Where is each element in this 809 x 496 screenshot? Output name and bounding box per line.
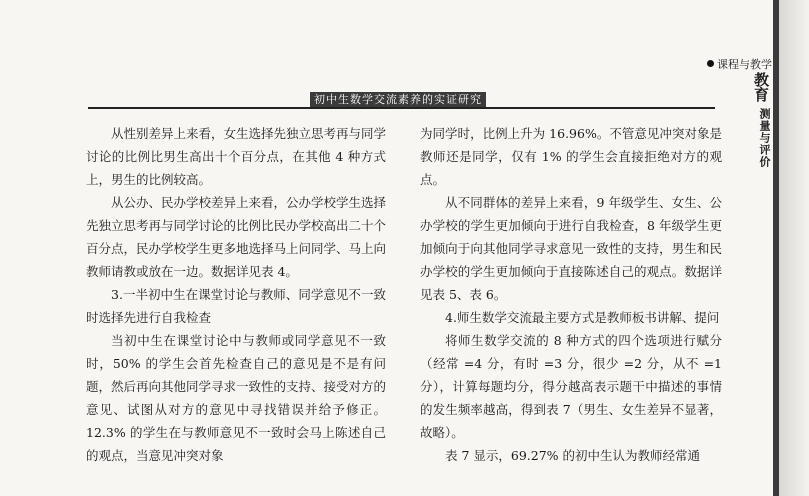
right-column — [420, 122, 722, 467]
section-heading: 4.师生数学交流最主要方式是教师板书讲解、提问 — [445, 310, 720, 325]
paragraph: 从不同群体的差异上来看，9 年级学生、女生、公办学校的学生更加倾向于进行自我检查，8 年级学生更加倾向于向其他同学寻求意见一致性的支持，男生和民办学校的学生更加倾向于直接陈述自己的观点。数据详见表 5、表 6。 — [420, 195, 722, 302]
header-rule — [88, 107, 715, 109]
section-heading: 3.一半初中生在课堂讨论与教师、同学意见不一致时选择先进行自我检查 — [86, 287, 386, 325]
bullet-icon — [707, 60, 714, 67]
page-spine — [773, 0, 779, 496]
paragraph: 从公办、民办学校差异上来看，公办学校学生选择先独立思考再与同学讨论的比例比民办学校高出二十个百分点，民办学校学生更多地选择马上问同学、马上向教师请教或放在一边。数据详见表 4。 — [86, 195, 387, 279]
page-spine-shadow — [779, 0, 809, 496]
section-tag-label: 课程与教学 — [717, 58, 772, 71]
section-tag — [707, 56, 772, 72]
paragraph: 将师生数学交流的 8 种方式的四个选项进行赋分（经常 =4 分，有时 =3 分，很少 =2 分，从不 =1 分），计算每题均分，得分越高表示题干中描述的事情的发生频率越高，得到表 7（男生、女生差异不显著，故略）。 — [420, 333, 722, 440]
journal-brand: 教育 — [752, 72, 770, 102]
paragraph: 为同学时，比例上升为 16.96%。不管意见冲突对象是教师还是同学，仅有 1% 的学生会直接拒绝对方的观点。 — [420, 126, 722, 187]
journal-subtitle: 测量与评价 — [758, 108, 771, 168]
running-head: 初中生数学交流素养的实证研究 — [310, 92, 486, 107]
paragraph: 表 7 显示，69.27% 的初中生认为教师经常通 — [445, 448, 701, 463]
paragraph: 从性别差异上来看，女生选择先独立思考再与同学讨论的比例比男生高出十个百分点，在其他 4 种方式上，男生的比例较高。 — [86, 126, 387, 187]
paragraph: 当初中生在课堂讨论中与教师或同学意见不一致时，50% 的学生会首先检查自己的意见是不是有问题，然后再向其他同学寻求一致性的支持、接受对方的意见、试图从对方的意见中寻找错误并给予修正。12.3% 的学生在与教师意见不一致时会马上陈述自己的观点，当意见冲突对象 — [86, 333, 387, 463]
left-column — [86, 122, 386, 467]
